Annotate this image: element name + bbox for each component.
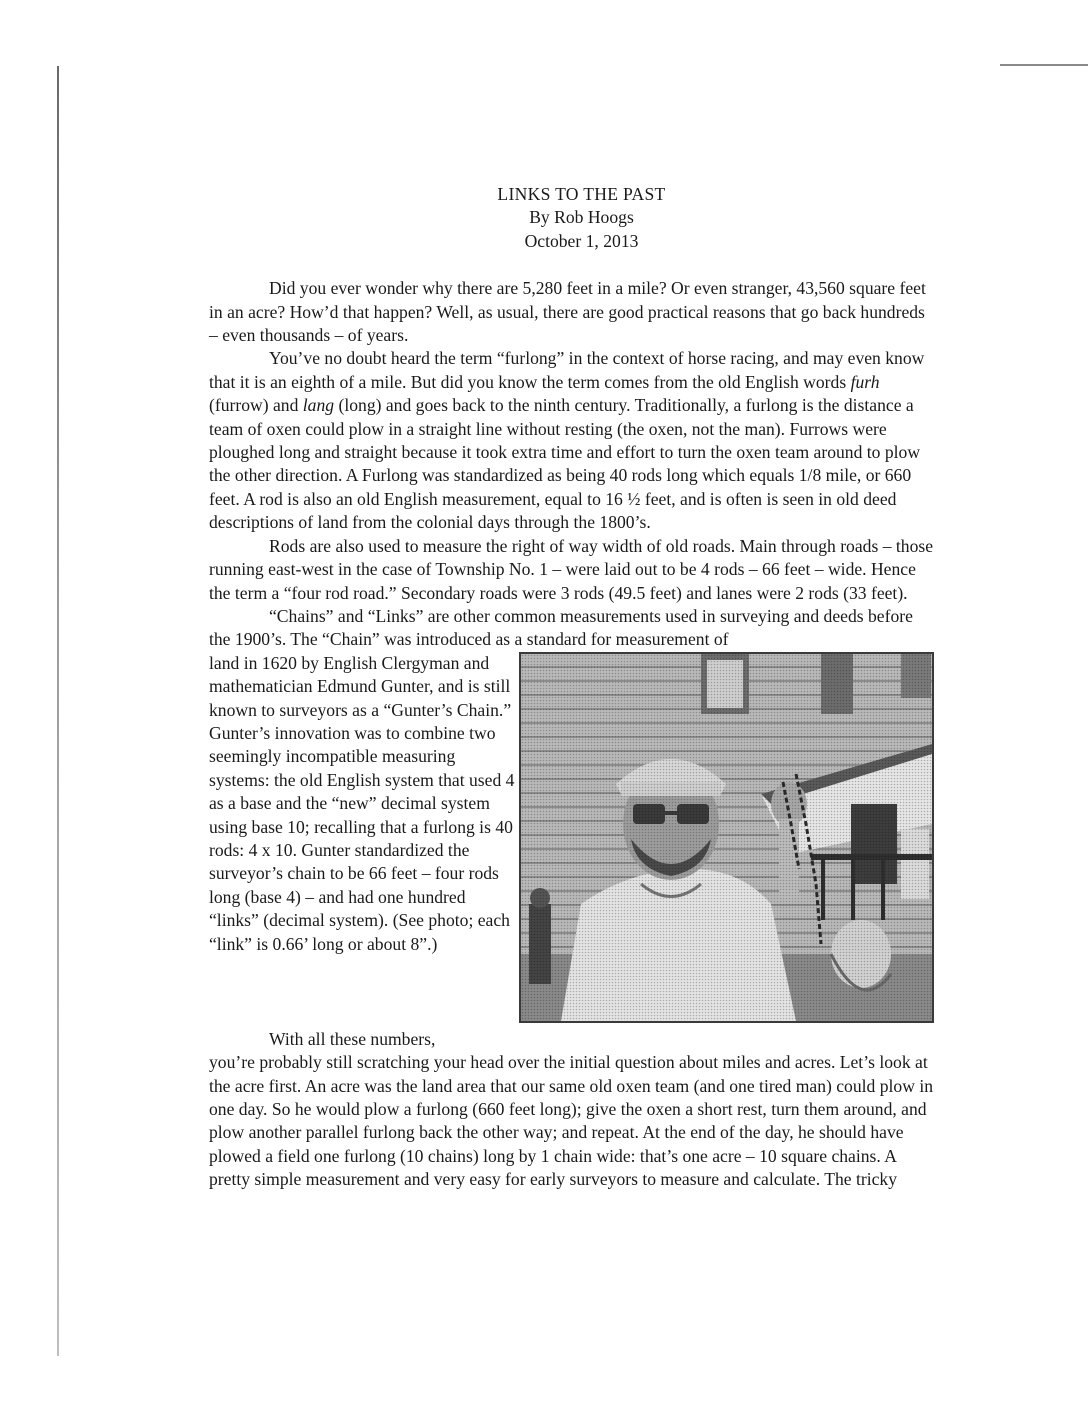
scan-edge-left xyxy=(57,66,59,1356)
photo-image xyxy=(521,654,932,1021)
photo-wrap-block xyxy=(209,652,934,1028)
word-furh: furh xyxy=(850,371,880,392)
paragraph-4: “Chains” and “Links” are other common measurements used in surveying and deeds before the 1900’s. The “Chain” was introduced as a standard for measurement of xyxy=(209,605,913,650)
scan-edge-top xyxy=(1000,64,1088,66)
continuation-start: With all these numbers, xyxy=(269,1028,436,1049)
paragraph-3: Rods are also used to measure the right of way width of old roads. Main through roads – those running east-west in the case of Township No. 1 – were laid out to be 4 rods – 66 feet – wide. Hence the term a “four rod road.” Secondary roads were 3 rods (49.5 feet) and lanes were 2 rods (33 feet). xyxy=(209,535,934,603)
paragraph-2 xyxy=(209,347,934,534)
article-header xyxy=(229,183,934,253)
surveyor-chain-photo xyxy=(519,652,934,1023)
article-date: October 1, 2013 xyxy=(524,230,639,251)
paragraph-4-wrapped: land in 1620 by English Clergyman and mathematician Edmund Gunter, and is still known to surveyors as a “Gunter’s Chain.” Gunter’s innovation was to combine two seemingly incompatible measuring systems: the old English system that used 4 as a base and the “new” decimal system using base 10; recalling that a furlong is 40 rods: 4 x 10. Gunter standardized the surveyor’s chain to be 66 feet – four rods long (base 4) – and had one hundred “links” (decimal system). (See photo; each “link” is 0.66’ long or about 8”.) xyxy=(209,652,515,954)
word-lang: lang xyxy=(302,395,335,416)
final-paragraph: you’re probably still scratching your head over the initial question about miles and acres. Let’s look at the acre first. An acre was the land area that our same old oxen team (and one tired man) could plow in one day. So he would plow a furlong (660 feet long); give the oxen a short rest, turn them around, and plow another parallel furlong back the other way; and repeat. At the end of the day, he should have plowed a field one furlong (10 chains) long by 1 chain wide: that’s one acre – 10 square chains. A pretty simple measurement and very easy for early surveyors to measure and calculate. The tricky xyxy=(209,1052,934,1190)
article-title: LINKS TO THE PAST xyxy=(497,184,666,204)
paragraph-1: Did you ever wonder why there are 5,280 feet in a mile? Or even stranger, 43,560 square feet in an acre? How’d that happen? Well, as usual, there are good practical reasons that go back hundreds – even thousands – of years. xyxy=(209,278,926,346)
paragraph-2-part-b: (furrow) and xyxy=(209,395,303,416)
paragraph-2-part-c: (long) and goes back to the ninth century. Traditionally, a furlong is the distance a team of oxen could plow in a straight line without resting (the oxen, not the man). Furrows were ploughed long and straight because it took extra time and effort to turn the oxen team around to plow the other direction. A Furlong was standardized as being 40 rods long which equals 1/8 mile, or 660 feet. A rod is also an old English measurement, equal to 16 ½ feet, and is often is seen in old deed descriptions of land from the colonial days through the 1800’s. xyxy=(209,395,921,533)
article xyxy=(209,183,934,1192)
paragraph-2-part-a: You’ve no doubt heard the term “furlong” in the context of horse racing, and may even know that it is an eighth of a mile. But did you know the term comes from the old English words xyxy=(209,348,925,392)
article-byline: By Rob Hoogs xyxy=(529,207,634,228)
